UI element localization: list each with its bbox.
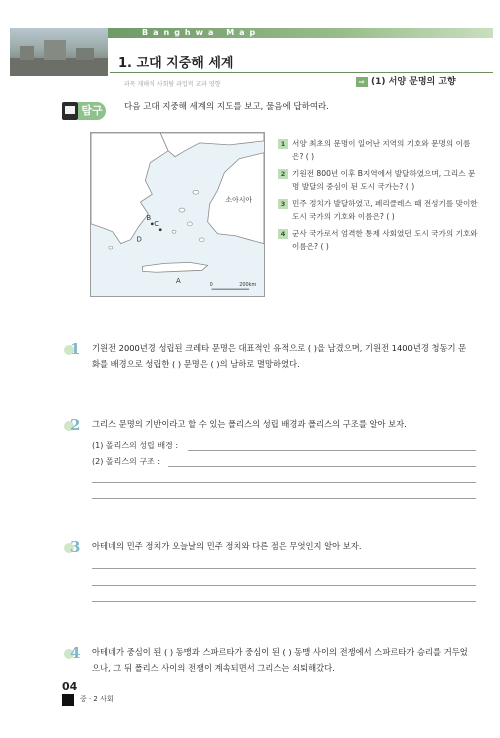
header-subtitle: 과목 재해석 사회탐 과업적 교과 영향 (124, 81, 221, 88)
section-number-2 (64, 418, 86, 436)
island (179, 208, 185, 212)
footer-course: 중 · 2 사회 (80, 695, 114, 703)
question-number: 4 (278, 229, 288, 239)
section-4-text: 아테네가 중심이 된 ( ) 동맹과 스파르타가 중심이 된 ( ) 동맹 사이의 전쟁에서 스파르타가 승리를 거두었으나, 그 뒤 폴리스 사이의 전쟁이 계속되면서 그리스는 쇠퇴해갔다. (92, 647, 468, 673)
answer-line (92, 585, 476, 586)
answer-line (188, 450, 476, 451)
marker-c: C (154, 219, 160, 228)
island (187, 222, 192, 226)
section-number-3 (64, 540, 86, 558)
island (193, 190, 199, 194)
island (199, 238, 204, 242)
section-number: 1 (70, 340, 81, 358)
book-icon (62, 102, 78, 120)
section-number-1 (64, 342, 86, 360)
page-title: 1. 고대 지중해 세계 (118, 56, 234, 71)
question-item (278, 138, 478, 163)
explore-instruction: 다음 고대 지중해 세계의 지도를 보고, 물음에 답하여라. (124, 102, 329, 112)
section-2-item-1: (1) 폴리스의 성립 배경 : (92, 441, 179, 450)
section-3-text: 아테네의 민주 정치가 오늘날의 민주 정치와 다른 점은 무엇인지 알아 보자. (92, 541, 362, 551)
crete-island (142, 262, 207, 272)
section-number-4 (64, 646, 86, 664)
answer-line (92, 498, 476, 499)
section-number: 4 (70, 644, 81, 662)
scale-end: 200km (239, 282, 257, 289)
question-item (278, 228, 478, 253)
marker-dot (151, 223, 154, 226)
section-number: 2 (70, 416, 81, 434)
section-tag (356, 74, 456, 87)
answer-line (92, 482, 476, 483)
marker-a: A (176, 277, 181, 286)
question-text: 서양 최초의 문명이 일어난 지역의 기호와 문명의 이름은? ( ) (292, 139, 471, 161)
question-item (278, 198, 478, 223)
question-text: 기원전 800년 이후 B지역에서 발달하였으며, 그리스 문명 발달의 중심이 된 도시 국가는? ( ) (292, 169, 476, 191)
explore-badge-label: 탐구 (78, 102, 106, 120)
island (109, 246, 113, 249)
scale-zero: 0 (209, 282, 213, 289)
header-band-text: Banghwa Map (142, 28, 261, 37)
answer-line (92, 601, 476, 602)
answer-line (92, 568, 476, 569)
question-number: 3 (278, 199, 288, 209)
header-photo (10, 28, 108, 76)
section-2-item-2: (2) 폴리스의 구조 : (92, 457, 161, 466)
question-item (278, 168, 478, 193)
section-2-text: 그리스 문명의 기반이라고 할 수 있는 폴리스의 성립 배경과 폴리스의 구조를 알아 보자. (92, 419, 407, 429)
question-text: 군사 국가로서 엄격한 통제 사회였던 도시 국가의 기호와 이름은? ( ) (292, 229, 478, 251)
marker-b: B (146, 213, 152, 222)
title-underline (110, 72, 493, 73)
region-label-asia-minor: 소아시아 (225, 196, 253, 205)
section-1-text: 기원전 2000년경 성립된 크레타 문명은 대표적인 유적으로 ( )을 남겼으며, 기원전 1400년경 청동기 문화를 배경으로 성립한 ( ) 문명은 ( )의 남하로 멸망하였다. (92, 343, 467, 369)
question-text: 민주 정치가 발달하였고, 페리클레스 때 전성기를 맞이한 도시 국가의 기호와 이름은? ( ) (292, 199, 478, 221)
thrace-coast (160, 133, 264, 157)
arrow-icon: ⇨ (356, 77, 368, 87)
footer-marker (62, 694, 74, 706)
marker-dot (159, 228, 162, 231)
answer-line (168, 466, 476, 467)
explore-questions (278, 138, 478, 258)
question-number: 2 (278, 169, 288, 179)
section-tag-label: (1) 서양 문명의 고향 (371, 77, 456, 87)
question-number: 1 (278, 139, 288, 149)
marker-d: D (136, 235, 142, 244)
map-svg (91, 133, 264, 296)
section-number: 3 (70, 538, 81, 556)
explore-badge (62, 100, 108, 124)
island (172, 230, 176, 233)
mediterranean-map (90, 132, 265, 297)
page-number: 04 (62, 680, 78, 693)
